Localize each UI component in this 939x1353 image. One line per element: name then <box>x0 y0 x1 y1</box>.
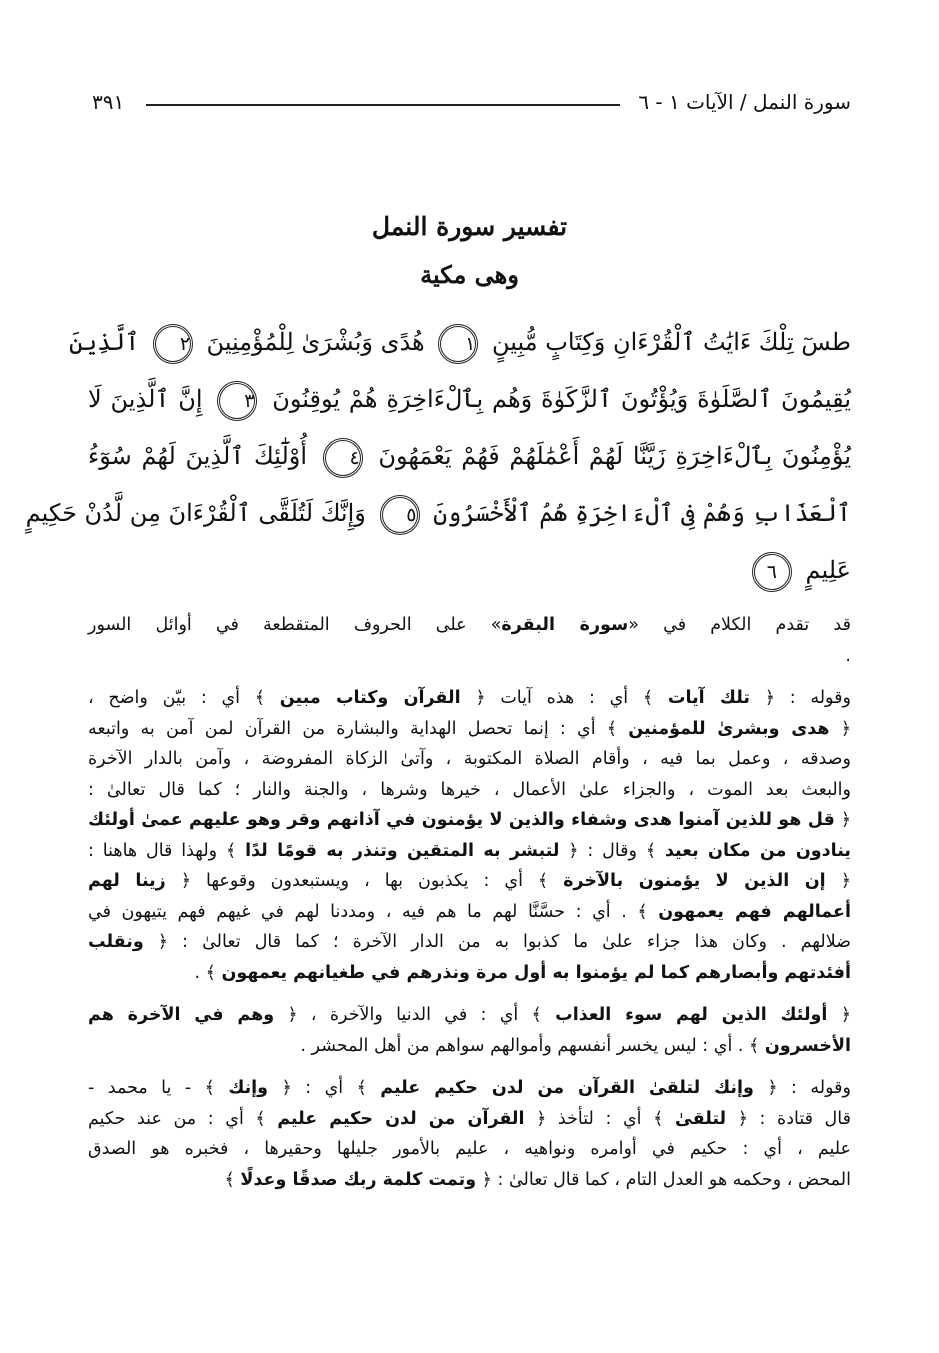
text-run: ينادون من مكان بعيد <box>664 840 851 861</box>
text-run: وقوله : ﴿ <box>767 1078 851 1098</box>
text-run: ﴿ <box>840 871 851 891</box>
paragraph <box>88 1073 851 1195</box>
text-run: ﴾ . أي : حسَّنَّا لهم ما هم فيه ، ومددنا لهم في غيهم فهم يتيهون في <box>88 901 648 922</box>
verse-text: طسٓ تِلْكَ ءَايَٰتُ ٱلْقُرْءَانِ وَكِتَابٍ مُّبِينٍ <box>491 328 851 356</box>
text-line <box>88 958 851 989</box>
text-run: ﴿ <box>840 1005 851 1025</box>
text-run: المحض ، وحكمه هو العدل التام ، كما قال تعالىٰ : ﴿ <box>481 1169 851 1190</box>
text-line <box>88 610 851 641</box>
text-run: ﴾ أي : ﴿ <box>281 1078 367 1098</box>
text-run: القرآن من لدن حكيم عليم <box>277 1108 525 1129</box>
text-run: أعمالهم فهم يعمهون <box>658 901 851 922</box>
text-run: إن الذين لا يؤمنون بالآخرة <box>563 871 826 891</box>
verse-text: يُقِيمُونَ ٱلصَّلَوٰةَ وَيُؤْتُونَ ٱلزَّكَوٰةَ وَهُم بِٱلْءَاخِرَةِ هُمْ يُوقِنُونَ <box>272 385 851 413</box>
text-run: ﴾ أي : هذه آيات ﴿ <box>475 688 654 708</box>
verse-text: ٱلَّذِينَ <box>68 328 140 356</box>
text-line <box>88 836 851 867</box>
verse-line <box>88 428 851 485</box>
text-run: وهم في الآخرة هم <box>88 1005 275 1025</box>
text-run: ﴾ ولهذا قال هاهنا : <box>88 840 237 861</box>
text-run: القرآن وكتاب مبين <box>279 688 461 708</box>
quran-verses <box>25 314 851 599</box>
verse-text: إِنَّ ٱلَّذِينَ لَا <box>88 385 203 413</box>
text-line <box>88 683 851 714</box>
text-line <box>88 866 851 897</box>
text-run: ونقلب <box>88 932 144 952</box>
verse-text: وَإِنَّكَ لَتُلَقَّى ٱلْقُرْءَانَ مِن لَّدُنْ حَكِيمٍ <box>25 499 366 527</box>
text-run: » على الحروف المتقطعة في أوائل السور <box>88 615 502 635</box>
verse-text: هُدًى وَبُشْرَىٰ لِلْمُؤْمِنِينَ <box>206 328 425 356</box>
paragraph <box>88 610 851 671</box>
ayah-number-badge: ٤ <box>323 438 363 478</box>
text-line: عليم ، أي : حكيم في أوامره ونواهيه ، عليم بالأمور جليلها وحقيرها ، فخبره هو الصدق <box>88 1139 851 1159</box>
verse-text: أُوْلَٰٓئِكَ ٱلَّذِينَ لَهُمْ سُوٓءُ <box>88 442 308 470</box>
text-run: قل هو للذين آمنوا هدى وشفاء والذين لا يؤمنون في آذانهم وقر وهو عليهم عمىٰ أولئك <box>88 810 835 830</box>
text-run: هدى وبشرىٰ للمؤمنين <box>628 718 830 739</box>
text-run: تلك آيات <box>667 688 750 708</box>
ayah-number-badge: ٢ <box>153 324 193 364</box>
page-subtitle: وهى مكية <box>420 260 519 289</box>
text-line <box>88 1031 851 1062</box>
text-run: سورة البقرة <box>501 615 629 635</box>
text-line <box>88 714 851 745</box>
text-run: ﴾ أي : من عند حكيم <box>88 1108 266 1129</box>
text-run: ﴾ أي : لتأخذ ﴿ <box>536 1108 664 1129</box>
text-run: قد تقدم الكلام في « <box>628 615 851 635</box>
verse-line <box>88 542 851 599</box>
text-run: ﴾ أي : في الدنيا والآخرة ، ﴿ <box>287 1005 542 1025</box>
text-line <box>88 805 851 836</box>
text-run: ﴾ <box>224 1169 235 1190</box>
text-run: وقوله : ﴿ <box>764 688 851 708</box>
text-run: لتلقىٰ <box>674 1108 727 1129</box>
text-run: وتمت كلمة ربك صدقًا وعدلًا <box>240 1169 477 1190</box>
page-number: ٣٩١ <box>92 90 125 114</box>
text-line <box>88 1000 851 1031</box>
paragraph <box>88 1000 851 1061</box>
header-rule <box>146 104 620 106</box>
ayah-number-badge: ١ <box>438 324 478 364</box>
paragraph <box>88 683 851 988</box>
text-run: ﴾ . <box>194 962 216 983</box>
text-run: ﴿ <box>840 810 851 830</box>
text-line <box>88 1073 851 1104</box>
running-header <box>92 80 851 124</box>
text-run: ﴾ - يا محمد - <box>88 1078 215 1098</box>
text-run: وإنك لتلقىٰ القرآن من لدن حكيم عليم <box>380 1078 754 1098</box>
text-run: ﴾ وقال : ﴿ <box>568 840 657 861</box>
text-line: وصدقه ، وعمل بما فيه ، وأقام الصلاة المكتوبة ، وآتىٰ الزكاة المفروضة ، وآمن بالدار الآخرة <box>88 749 851 769</box>
text-line <box>88 641 851 672</box>
text-run: ضلالهم . وكان هذا جزاء علىٰ ما كذبوا به من الدار الآخرة ؛ كما قال تعالىٰ : ﴿ <box>157 932 851 952</box>
ayah-number-badge: ٦ <box>752 552 792 592</box>
text-run: وإنك <box>228 1078 269 1098</box>
ayah-number-badge: ٣ <box>217 381 257 421</box>
text-line <box>88 897 851 928</box>
verse-line <box>68 314 851 371</box>
verse-line <box>88 371 851 428</box>
page-title: تفسير سورة النمل <box>371 212 568 241</box>
text-line <box>88 927 851 958</box>
text-run: ﴾ أي : يكذبون بها ، ويستبعدون وقوعها ﴿ <box>180 871 549 891</box>
running-title: سورة النمل / الآيات ١ - ٦ <box>638 90 851 114</box>
text-run: ﴾ أي : إنما تحصل الهداية والبشارة من القرآن لمن آمن به واتبعه <box>88 718 618 739</box>
text-line <box>88 1165 851 1196</box>
commentary-text <box>88 610 851 1195</box>
text-run: قال قتادة : ﴿ <box>737 1108 851 1129</box>
text-run: زينا لهم <box>88 871 166 891</box>
text-run: لتبشر به المتقين وتنذر به قومًا لدًا <box>245 840 560 861</box>
text-run: الأخسرون <box>764 1035 851 1056</box>
verse-line <box>25 485 851 542</box>
text-run: . <box>845 645 851 666</box>
text-run: ﴾ . أي : ليس يخسر أنفسهم وأموالهم سواهم من أهل المحشر . <box>300 1035 760 1056</box>
verse-text: عَلِيمٍ <box>805 556 851 584</box>
verse-text: ٱلْعَذَابِ وَهُمْ فِى ٱلْءَاخِرَةِ هُمُ ٱلْأَخْسَرُونَ <box>433 499 851 527</box>
text-run: ﴾ أي : بيّن واضح ، <box>88 688 266 708</box>
text-run: أفئدتهم وأبصارهم كما لم يؤمنوا به أول مرة ونذرهم في طغيانهم يعمهون <box>221 962 851 983</box>
ayah-number-badge: ٥ <box>380 495 420 535</box>
text-line: والبعث بعد الموت ، والجزاء علىٰ الأعمال ، خيرها وشرها ، والجنة والنار ؛ كما قال تعالىٰ : <box>88 779 851 800</box>
verse-text: يُؤْمِنُونَ بِٱلْءَاخِرَةِ زَيَّنَّا لَهُمْ أَعْمَٰلَهُمْ فَهُمْ يَعْمَهُونَ <box>378 442 851 470</box>
text-run: ﴿ <box>840 718 851 739</box>
text-run: أولئك الذين لهم سوء العذاب <box>555 1005 828 1025</box>
text-line <box>88 1104 851 1135</box>
